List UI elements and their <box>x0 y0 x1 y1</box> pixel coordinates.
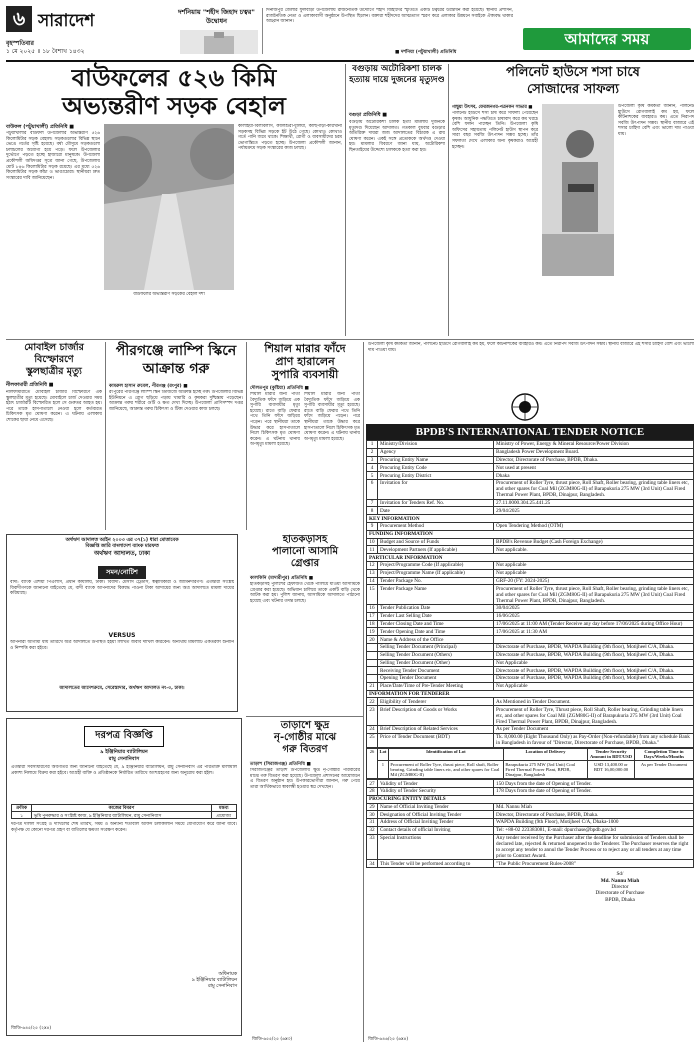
tender-cell-n <box>367 651 378 659</box>
tender-row <box>367 706 694 726</box>
tender-cell-n <box>367 675 378 683</box>
tender-cell-n: 33 <box>367 834 378 860</box>
tender-row <box>367 787 694 795</box>
tender-cell-v: BPDB's Revenue Budget (Cash Foreign Exchange) <box>494 538 694 546</box>
tender-cell-n: 29 <box>367 803 378 811</box>
lot-cell: USD 13,400.00 or BDT 16,00,000.00 <box>588 761 635 779</box>
tender-cell-n: 32 <box>367 826 378 834</box>
tender-row <box>367 675 694 683</box>
tender-cell-n: 3 <box>367 456 378 464</box>
tender-cell-k: Development Partners (If applicable) <box>378 546 494 554</box>
tender-cell-v: Not applicable. <box>494 546 694 554</box>
lot-header: Identification of Lot <box>388 748 503 761</box>
tender-cell-v: Any tender received by the Purchaser after the deadline for submission of Tenders shall be declared late, rejected & returned unopened to the Tenderer. The Purchaser reserves the right to accept any tender to annul the Tender Process or to reject any or all tenders at any time prior to Contract Award. <box>494 834 694 860</box>
page-number: ৬ <box>6 6 32 32</box>
tender-cell-v: As Mentioned in Tender Document. <box>494 698 694 706</box>
tender-cell-n: 23 <box>367 706 378 726</box>
tender-row <box>367 643 694 651</box>
auction-notice: দরপত্র বিজ্ঞপ্তি ৯ ইঞ্জিনিয়ার ব্যাটালিয়ন রামু সেনানিবাস এতদ্বারা সর্বসাধারণের অবগতির জন্য জানানো যাইতেছে যে, ৯ ইঞ্জিনিয়ার ব্যাটালিয়ন, রামু সেনানিবাস এর পরিত্যক্ত মালামাল প্রকাশ্য নিলামে বিক্রয় করা হইবে। আগ্রহী ব্যক্তি ও প্রতিষ্ঠানকে নির্ধারিত তারিখে অংশগ্রহণের জন্য অনুরোধ করা হইল। ক্রমিক কাজের বিবরণ মন্তব্য ১ ভূমি পুনরুদ্ধার ও সংশ্লিষ্ট কাজ, ৯ ইঞ্জিনিয়ার ব্যাটালিয়ন, রামু সেনানিবাস প্রযোজ্য দরপত্র দলিল সংগ্রহ ও দাখিলের শেষ তারিখ, সময় ও অন্যান্য শর্তাবলি অফিস চলাকালীন সময়ে যোগাযোগ করে জানা যাবে। কর্তৃপক্ষ যে কোনো দরপত্র গ্রহণ বা বাতিলের ক্ষমতা সংরক্ষণ করেন। অধিনায়ক ৯ ইঞ্জিনিয়ার ব্যাটালিয়ন রামু সেনানিবাস জিডি-৬৪৫/২৫ (২x৪) <box>6 718 242 1036</box>
tender-row <box>367 472 694 480</box>
cow-headline: পীরগঞ্জে লাম্পি স্কিনে আক্রান্ত গরু <box>115 343 237 377</box>
tender-cell-k: Tender Opening Date and Time <box>378 628 494 636</box>
tender-cell-k: Designation of Official Inviting Tender <box>378 811 494 819</box>
lot-header: Lot <box>378 748 389 761</box>
tender-cell-v: Md. Nannu Miah <box>494 803 694 811</box>
tender-row <box>367 479 694 499</box>
tender-cell-n <box>367 659 378 667</box>
tender-row <box>367 523 694 531</box>
court-notice: অর্থঋণ আদালত আইন ২০০৩ এর ৩৭(১) ধারা মোতাবেক বিজ্ঞপ্তি জারি বাংলাদেশ ব্যাংক মারফত অর্থঋণ আদালত, ঢাকা সমন/নোটিশ বাদী: ব্যাংক এশিয়া পিএলসি, প্রধান কার্যালয়, ঢাকা। বিবাদী: মেসার্স ট্রেডার্স, স্বত্বাধিকারী ও জামিনদারগণ। এতদ্বারা সংশ্লিষ্ট বিবাদীগণকে জানানো যাইতেছে যে, বাদী ব্যাংক আপনাদের বিরুদ্ধে পাওনা টাকা আদায়ের জন্য অত্র আদালতে মামলা দায়ের করিয়াছে। VERSUS আপনারা আগামী ধার্য তারিখে অত্র আদালতে উপস্থিত হইয়া লিখিত জবাব দাখিল করিবেন। অন্যথায় মামলাটি একতরফা শুনানি ও নিষ্পত্তি করা হইবে। আদালতের আদেশক্রমে, সেরেস্তাদার, অর্থঋণ আদালত নং-৩, ঢাকা। <box>6 534 238 712</box>
tender-cell-v: Directorate of Purchase, BPDB, WAPDA Building (9th floor), Motijheel C/A, Dhaka. <box>494 675 694 683</box>
tender-cell-k: Place/Date/Time of Pre-Tender Meeting <box>378 682 494 690</box>
tender-cell-v: Directorate of Purchase, BPDB, WAPDA Building (9th floor), Motijheel C/A, Dhaka. <box>494 651 694 659</box>
tender-cell-n: 10 <box>367 538 378 546</box>
tender-cell-n <box>367 667 378 675</box>
date-line: বৃহস্পতিবার <box>6 40 34 47</box>
tender-cell-v: WAPDA Building (9th Floor), Motijheel C/A, Dhaka-1000 <box>494 819 694 827</box>
tender-section-row <box>367 795 694 803</box>
polynet-body-2: উপজেলা কৃষি কর্মকর্তা জানান, পলিনেট হাউসে রোগবালাই কম হয়, ফলে কীটনাশকের ব্যবহারও কম। এতে নিরাপদ সবজি উৎপাদন সম্ভব। স্থানীয় বাজারে এই শসার চাহিদা বেশি এবং ভালো দাম পাওয়া যায়। <box>618 104 694 137</box>
tender-cell-v: 150 Days from the date of Opening of Tender. <box>494 780 694 788</box>
tender-cell-n: 2 <box>367 448 378 456</box>
tender-cell-n: 9 <box>367 523 378 531</box>
tender-cell-n: 25 <box>367 733 378 747</box>
tender-cell-k: Price of Tender Document (BDT) <box>378 733 494 747</box>
tender-cell-k: Tender Publication Date <box>378 605 494 613</box>
tender-row <box>367 546 694 554</box>
tender-cell-v: 27.11.0000.304.25.441.25 <box>494 499 694 507</box>
tender-cell-k: Agency <box>378 448 494 456</box>
tender-cell-k: Tender Closing Date and Time <box>378 620 494 628</box>
tender-row <box>367 733 694 747</box>
tender-cell-n: 31 <box>367 819 378 827</box>
tender-table-2 <box>366 779 694 868</box>
distribution-body: সিরাজগঞ্জের তাড়াশ উপজেলায় ক্ষুদ্র নৃ-গোষ্ঠীর পরিবারের মাঝে গরু বিতরণ করা হয়েছে। উপজেলা প্রশাসনের আয়োজনে এ বিতরণ অনুষ্ঠান হয়। উপকারভোগীরা জানান, গরু পেয়ে তারা আর্থিকভাবে স্বাবলম্বী হওয়ার স্বপ্ন দেখছেন। <box>250 768 360 790</box>
tender-cell-v: Bangladesh Power Development Board. <box>494 448 694 456</box>
tender-row <box>367 651 694 659</box>
tender-cell-k: Contact details of official Inviting <box>378 826 494 834</box>
tender-cell-v: Not Applicable <box>494 682 694 690</box>
lot-cell: Barapukuria 275 MW (3rd Unit) Coal Fired Thermal Power Plant, BPDB, Dinajpur, Bangladesh <box>503 761 587 779</box>
badge-image <box>180 30 258 54</box>
tender-cell-k: Invitation for Tenders Ref. No. <box>378 499 494 507</box>
road-byline: বাউফল (পটুয়াখালী) প্রতিনিধি ■ <box>6 124 74 130</box>
polynet-body: পলিনেট হাউসে শসা চাষ করে সাফল্য পেয়েছেন কৃষক। আধুনিক পদ্ধতিতে চাষাবাদ করে কম খরচে বেশি ফলন পাচ্ছেন তিনি। উপজেলা কৃষি অফিসের সহায়তায় পলিনেট হাউস স্থাপন করে সারা বছর সবজি উৎপাদন সম্ভব হচ্ছে। তাঁর সফলতা দেখে এলাকার অন্য কৃষকরাও আগ্রহী হচ্ছেন। <box>452 111 538 150</box>
tender-cell-v: Directorate of Purchase, BPDB, WAPDA Building (9th floor), Motijheel C/A, Dhaka. <box>494 667 694 675</box>
mobile-headline: মোবাইল চার্জার বিস্ফোরণে স্কুলছাত্রীর মৃত্যু <box>24 342 84 377</box>
tender-cell-k: Tender Package No. <box>378 577 494 585</box>
tender-cell-v <box>494 636 694 644</box>
polynet-body-cont: উপজেলা কৃষি কর্মকর্তা জানান, পলিনেট হাউসে রোগবালাই কম হয়, ফলে কীটনাশকের ব্যবহারও কম। এতে নিরাপদ সবজি উৎপাদন সম্ভব। স্থানীয় বাজারে এই শসার চাহিদা বেশি এবং ভালো দাম পাওয়া যায়। <box>368 342 694 353</box>
tender-cell-n: 11 <box>367 546 378 554</box>
tender-cell-v: Not used at present <box>494 464 694 472</box>
road-headline: বাউফলের ৫২৬ কিমি অভ্যন্তরীণ সড়ক বেহাল <box>62 64 286 120</box>
police-headline: হাতকড়াসহ পালানো আসামি গ্রেপ্তার <box>272 534 338 569</box>
tender-section-row <box>367 515 694 523</box>
tender-cell-n: 20 <box>367 636 378 644</box>
tender-cell-k: Project/Programme Name (If applicable) <box>378 569 494 577</box>
auction-title: দরপত্র বিজ্ঞপ্তি <box>84 726 163 747</box>
tender-row <box>367 612 694 620</box>
tender-cell-k: Date <box>378 507 494 515</box>
date-detail: ১ মে ২০২৫ ॥ ১৮ বৈশাখ ১৪৩২ <box>6 48 85 55</box>
polynet-byline: গাছুয়া উৎসব, ফেরজনগর-পত্রনকন সাভার ■ <box>452 105 533 110</box>
tender-cell-k: Selling Tender Document (Other) <box>378 659 494 667</box>
tender-cell-v: Procurement of Roller Tyre, Thrust piece, Roll Shaft, Roller bearing, Grinding table liners etc, and other spares for Coal Mil (ZGM80G-II) of Barapukuria 275 MW (3rd Unit) Coal Fired Thermal Power Plant, BPDB, Dinajpur, Bangladesh. <box>494 706 694 726</box>
distribution-headline: তাড়াশে ক্ষুদ্র নৃ-গোষ্ঠীর মাঝে গরু বিতরণ <box>273 720 337 755</box>
tender-cell-n: 1 <box>367 441 378 449</box>
tender-cell-k: Tender Package Name <box>378 585 494 605</box>
tender-row <box>367 620 694 628</box>
lot-header: Completion Time in Days/Weeks/Months <box>634 748 693 761</box>
tender-cell-v: Dhaka <box>494 472 694 480</box>
tender-row <box>367 726 694 734</box>
tender-cell-k: Brief Description of Goods or Works <box>378 706 494 726</box>
tender-cell-k: Procuring Entity District <box>378 472 494 480</box>
tender-cell-k: Selling Tender Document (Principal) <box>378 643 494 651</box>
tender-section-heading: INFORMATION FOR TENDERER <box>367 690 694 698</box>
tender-cell-k: Validity of Tender Security <box>378 787 494 795</box>
tender-table <box>366 440 694 748</box>
tender-row <box>367 585 694 605</box>
tender-cell-v: Director, Directorate of Purchase, BPDB, Dhaka. <box>494 811 694 819</box>
police-body: হাতকড়াসহ পুলিশের হেফাজত থেকে পালিয়ে যাওয়া আসামিকে গ্রেপ্তার করা হয়েছে। অভিযান চালিয়ে তাকে একটি বাড়ি থেকে আটক করা হয়। পুলিশ জানায়, আসামিকে আদালতে পাঠানো হয়েছে এবং ঘটনার তদন্ত চলছে। <box>250 582 360 604</box>
tender-cell-k: Budget and Source of Funds <box>378 538 494 546</box>
road-photo-caption: বাউফলের অভ্যন্তরীণ সড়কের বেহাল দশা <box>133 292 205 297</box>
tender-cell-n: 22 <box>367 698 378 706</box>
tender-cell-v: GRF-20 (FY: 2024-2025) <box>494 577 694 585</box>
polynet-photo <box>542 104 614 276</box>
fox-body: শিয়াল মারার জন্য পাতা বৈদ্যুতিক ফাঁদে জড়িয়ে এক সুপারি ব্যবসায়ীর মৃত্যু হয়েছে। রাতে বাড়ি ফেরার পথে তিনি ফাঁদে জড়িয়ে পড়েন। পরে স্থানীয়রা তাকে উদ্ধার করে হাসপাতালে নিলে চিকিৎসক মৃত ঘোষণা করেন। এ ঘটনায় থানায় অপমৃত্যু মামলা হয়েছে। <box>250 392 300 448</box>
cng-body: বগুড়ায় অটোরিকশা চালক হত্যা মামলায় দুজনকে মৃত্যুদণ্ড দিয়েছেন আদালত। গতকাল বুধবার বগুড়ার অতিরিক্ত দায়রা জজ আদালতের বিচারক এ রায় ঘোষণা করেন। একই সঙ্গে প্রত্যেককে অর্থদণ্ড দেওয়া হয়। মামলার বিবরণে জানা যায়, অটোরিকশা ছিনতাইয়ের উদ্দেশ্যে চালককে হত্যা করা হয়। <box>349 120 445 153</box>
tender-cell-v: "The Public Procurement Rules-2008" <box>494 860 694 868</box>
lot-cell: As per Tender Document <box>634 761 693 779</box>
tender-cell-k: Eligibility of Tenderer <box>378 698 494 706</box>
tender-cell-v: Tk. 8,000.00 (Eight Thousand Only) as Pay-Order (Non-refundable) from any schedule Bank in Bangladesh in favour of "Director, Directorate of Purchase, BPDB, Dhaka." <box>494 733 694 747</box>
tender-cell-v: Not applicable <box>494 569 694 577</box>
tender-cell-k: Tender Last Selling Date <box>378 612 494 620</box>
tender-cell-v: Ministry of Power, Energy & Mineral Resource/Power Division <box>494 441 694 449</box>
lot-header: Location of Delivery <box>503 748 587 761</box>
tender-row <box>367 811 694 819</box>
distribution-byline: তাড়াশ (সিরাজগঞ্জ) প্রতিনিধি ■ <box>250 762 311 767</box>
tender-cell-k: Project/Programme Code (If applicable) <box>378 561 494 569</box>
tender-cell-v: Open Tendering Method (OTM) <box>494 523 694 531</box>
tender-cell-v: As per Tender Document <box>494 726 694 734</box>
top-story-byline: ■ দর্শনিয়া (পটুয়াখালী) প্রতিনিধি <box>395 50 457 55</box>
tender-row <box>367 628 694 636</box>
tender-cell-k: Special Instructions <box>378 834 494 860</box>
tender-cell-k: Name & Address of the Office <box>378 636 494 644</box>
tender-cell-n: 4 <box>367 464 378 472</box>
tender-cell-v: 29/04/2025 <box>494 507 694 515</box>
tender-cell-n: 12 <box>367 561 378 569</box>
tender-cell-n: 13 <box>367 569 378 577</box>
tender-cell-v: 30/04/2025 <box>494 605 694 613</box>
tender-row <box>367 441 694 449</box>
tender-cell-k: Opening Tender Document <box>378 675 494 683</box>
tender-section-row <box>367 530 694 538</box>
tender-cell-v: Tel: +88-02 223383081, E-mail: dpurchase@bpdb.gov.bd <box>494 826 694 834</box>
tender-section-row <box>367 554 694 562</box>
tender-cell-k: Procuring Entity Code <box>378 464 494 472</box>
top-badge: দর্শনিয়ায় "শহীদ জিহাদ চত্বর" উদ্বোধন <box>175 8 263 54</box>
fox-byline: দৌলতপুর (কুষ্টিয়া) প্রতিনিধি ■ <box>250 386 309 391</box>
polynet-headline: পলিনেট হাউসে শসা চাষে সোজাদের সাফল্য <box>506 65 640 97</box>
tender-cell-k: This Tender will be performed according to <box>378 860 494 868</box>
tender-cell-k: Ministry/Division <box>378 441 494 449</box>
tender-cell-v: Not Applicable <box>494 659 694 667</box>
tender-cell-n: 7 <box>367 499 378 507</box>
tender-cell-k: Receiving Tender Document <box>378 667 494 675</box>
cng-headline: বগুড়ায় অটোরিকশা চালক হত্যায় দায়ে দুজনের মৃত্যুদণ্ড <box>349 64 445 85</box>
tender-row <box>367 464 694 472</box>
tender-header: BPDB'S INTERNATIONAL TENDER NOTICE <box>366 424 694 440</box>
tender-row <box>367 819 694 827</box>
tender-cell-v: 16/06/2025 <box>494 612 694 620</box>
tender-cell-n: 17 <box>367 612 378 620</box>
road-body-2: কালাইয়া-বিলবিলাস, কালিশুরী-ধূলিয়া, কাছিপাড়া-কারখানা সড়কসহ বিভিন্ন সড়কে ইট উঠে গেছে। কোথাও কোথাও গর্তে পানি জমে থাকে। শিক্ষার্থী, রোগী ও ব্যবসায়ীদের চরম ভোগান্তিতে পড়তে হচ্ছে। উপজেলা প্রকৌশলী জানান, পর্যায়ক্রমে সড়ক সংস্কারের কাজ চলছে। <box>238 124 342 152</box>
tender-row <box>367 682 694 690</box>
tender-cell-n: 15 <box>367 585 378 605</box>
newspaper-logo: আমাদের সময় <box>523 28 691 50</box>
tender-cell-k: Validity of Tender <box>378 780 494 788</box>
tender-row <box>367 803 694 811</box>
tender-section-heading: PARTICULAR INFORMATION <box>367 554 694 562</box>
tender-row <box>367 538 694 546</box>
tender-row <box>367 826 694 834</box>
lot-cell: Procurement of Roller Tyre, thrust piece, Roll shaft, Roller bearing, Grinding table liners etc, and other spares for Coal Mil (ZGM80G-II) <box>388 761 503 779</box>
fox-body-cont: শিয়াল মারার জন্য পাতা বৈদ্যুতিক ফাঁদে জড়িয়ে এক সুপারি ব্যবসায়ীর মৃত্যু হয়েছে। রাতে বাড়ি ফেরার পথে তিনি ফাঁদে জড়িয়ে পড়েন। পরে স্থানীয়রা তাকে উদ্ধার করে হাসপাতালে নিলে চিকিৎসক মৃত ঘোষণা করেন। এ ঘটনায় থানায় অপমৃত্যু মামলা হয়েছে। <box>304 392 360 442</box>
tender-cell-n: 21 <box>367 682 378 690</box>
tender-cell-k: Procuring Entity Name <box>378 456 494 464</box>
police-byline: কালকিনি (মাদারীপুর) প্রতিনিধি ■ <box>250 576 314 581</box>
tender-row <box>367 448 694 456</box>
tender-row <box>367 636 694 644</box>
tender-row <box>367 667 694 675</box>
tender-code: জিডি-৬৪৬/২৫ (৬x৪) <box>368 1037 409 1042</box>
tender-cell-v: Not applicable <box>494 561 694 569</box>
tender-signature: Sd/ Md. Nannu Miah Director Directorate of Purchase BPDB, Dhaka <box>595 871 645 903</box>
tender-cell-k: Invitation for <box>378 479 494 499</box>
tender-cell-n: 19 <box>367 628 378 636</box>
tender-cell-k: Brief Description of Related Services <box>378 726 494 734</box>
tender-cell-k: Selling Tender Document (Others) <box>378 651 494 659</box>
tender-cell-k: Address of Official Inviting Tender <box>378 819 494 827</box>
tender-cell-n: 28 <box>367 787 378 795</box>
tender-row <box>367 605 694 613</box>
tender-cell-n <box>367 643 378 651</box>
tender-cell-n: 5 <box>367 472 378 480</box>
tender-row <box>367 698 694 706</box>
tender-row <box>367 569 694 577</box>
tender-cell-v: Director, Directorate of Purchase, BPDB, Dhaka. <box>494 456 694 464</box>
tender-section-heading: FUNDING INFORMATION <box>367 530 694 538</box>
tender-cell-v: 178 Days from the date of Opening of Tender. <box>494 787 694 795</box>
fox-headline: শিয়াল মারার ফাঁদে প্রাণ হারালেন সুপারি ব্যবসায়ী <box>264 342 346 381</box>
tender-row <box>367 499 694 507</box>
tender-cell-n: 30 <box>367 811 378 819</box>
tender-row <box>367 561 694 569</box>
tender-cell-n: 6 <box>367 479 378 499</box>
tender-row <box>367 780 694 788</box>
tender-notice <box>366 424 694 903</box>
tender-cell-n: 18 <box>367 620 378 628</box>
tender-row <box>367 860 694 868</box>
mobile-body: নীলফামারীতে মোবাইল চার্জার বিস্ফোরণে এক স্কুলছাত্রীর মৃত্যু হয়েছে। মোবাইলে চার্জ দেওয়ার সময় হঠাৎ চার্জারটি বিস্ফোরিত হলে সে গুরুতর আহত হয়। পরে তাকে হাসপাতালে নেওয়া হলে কর্তব্যরত চিকিৎসক মৃত ঘোষণা করেন। এ ঘটনায় এলাকায় শোকের ছায়া নেমে এসেছে। <box>6 390 102 423</box>
tender-cell-v: Procurement of Roller Tyre, thrust piece, Roll Shaft, Roller bearing, grinding table liners etc, and other spares for Coal Mil (ZGM80G-II) of Barapukuria 275 MW (3rd Unit) Coal Fired Thermal Power Plant, BPDB, Dinajpur, Bangladesh. <box>494 479 694 499</box>
lot-row-number: 26 <box>367 748 378 779</box>
tender-cell-n: 27 <box>367 780 378 788</box>
top-story-text: দিনাজপুর জেলার ফুলবাড়ী উপজেলায় রাজনৈতিক উদ্যোগে শহীদ জিহাদের স্মৃতিতে একটি চত্বরের উদ্বোধন করা হয়েছে। স্থানীয় প্রশাসন, রাজনৈতিক নেতা ও এলাকাবাসী অনুষ্ঠানে উপস্থিত ছিলেন। বক্তারা শহীদদের আত্মত্যাগ স্মরণ করে এলাকার উন্নয়নে সবাইকে ঐক্যবদ্ধ থাকার আহ্বান জানান। <box>266 8 513 25</box>
tender-cell-n: 8 <box>367 507 378 515</box>
tender-cell-v: Directorate of Purchase, BPDB, WAPDA Building (9th floor), Motijheel C/A, Dhaka. <box>494 643 694 651</box>
cng-byline: বগুড়া প্রতিনিধি ■ <box>349 112 388 118</box>
auction-table: ক্রমিক কাজের বিবরণ মন্তব্য ১ ভূমি পুনরুদ্ধার ও সংশ্লিষ্ট কাজ, ৯ ইঞ্জিনিয়ার ব্যাটালিয়ন, রামু সেনানিবাস প্রযোজ্য <box>11 804 237 819</box>
distribution-code: জিডি-৬৫৫/২৫ (৬x৩) <box>252 1037 293 1042</box>
tender-row <box>367 456 694 464</box>
tender-cell-n: 16 <box>367 605 378 613</box>
lot-cell: 1 <box>378 761 389 779</box>
tender-cell-k: Name of Official Inviting Tender <box>378 803 494 811</box>
section-title: সারাদেশ <box>38 11 95 31</box>
tender-cell-n: 34 <box>367 860 378 868</box>
tender-row <box>367 834 694 860</box>
tender-cell-k: Procurement Method <box>378 523 494 531</box>
tender-cell-v: 17/06/2025 at 11:30 AM <box>494 628 694 636</box>
tender-row <box>367 659 694 667</box>
tender-section-row <box>367 690 694 698</box>
cow-byline: কামরুল হাসান রুবেল, পীরগঞ্জ (রংপুর) ■ <box>109 384 188 389</box>
tender-row <box>367 507 694 515</box>
tender-row <box>367 577 694 585</box>
court-case-heading: সমন/নোটিশ <box>98 566 146 579</box>
cow-body: রংপুরের পীরগঞ্জে লাম্পি স্কিন ডিজিজে আক্রান্ত হচ্ছে গরু। উপজেলার বিভিন্ন ইউনিয়নে এ রোগ ছড়িয়ে পড়ায় খামারি ও কৃষকরা দুশ্চিন্তায় পড়েছেন। আক্রান্ত গরুর শরীরে গুটি ও ক্ষত দেখা দিচ্ছে। উপজেলা প্রাণিসম্পদ দপ্তর জানিয়েছে, আক্রান্ত গরুর চিকিৎসা ও টিকা দেওয়ার কাজ চলছে। <box>109 390 243 412</box>
road-body: পটুয়াখালীর বাউফল উপজেলার অভ্যন্তরীণ ৫২৬ কিলোমিটার সড়ক বেহাল। সড়কগুলোর বিভিন্ন স্থানে ভেঙে গর্তের সৃষ্টি হয়েছে। বর্ষা মৌসুমে সড়কগুলো চলাচলের অযোগ্য হয়ে পড়ে। ফলে উপজেলার দুর্ভোগে পড়তে হচ্ছে হাজারো মানুষকে। উপজেলা প্রকৌশলী অধিদপ্তর সূত্রে জানা গেছে, উপজেলায় মোট ৮৪৬ কিলোমিটার সড়ক রয়েছে। এর মধ্যে ৫২৬ কিলোমিটার সড়ক কাঁচা ও ভাঙাচোরা। স্থানীয়রা দ্রুত সংস্কারের দাবি জানিয়েছেন। <box>6 131 100 181</box>
tender-cell-n: 14 <box>367 577 378 585</box>
tender-cell-n: 24 <box>367 726 378 734</box>
mobile-byline: নীলফামারী প্রতিনিধি ■ <box>6 382 54 388</box>
tender-cell-v: 17/06/2025 at 11:00 AM (Tender Receive any day before 17/06/2025 during Office Hour) <box>494 620 694 628</box>
tender-section-heading: PROCURING ENTITY DETAILS <box>367 795 694 803</box>
bpdb-logo <box>510 392 540 422</box>
road-photo <box>104 124 234 290</box>
tender-section-heading: KEY INFORMATION <box>367 515 694 523</box>
tender-cell-v: Procurement of Roller Tyre, thrust piece, Roll Shaft, Roller bearing, grinding table liners etc, and other spares for Coal Mil (ZGM80G-II) of Barapukuria 275 MW (3rd Unit) Coal Fired Thermal Power Plant, BPDB, Dinajpur, Bangladesh. <box>494 585 694 605</box>
lot-header: Tender Security Amount in BDT/USD <box>588 748 635 761</box>
auction-code: জিডি-৬৪৫/২৫ (২x৪) <box>11 1026 52 1031</box>
tender-lots-table <box>366 748 694 780</box>
